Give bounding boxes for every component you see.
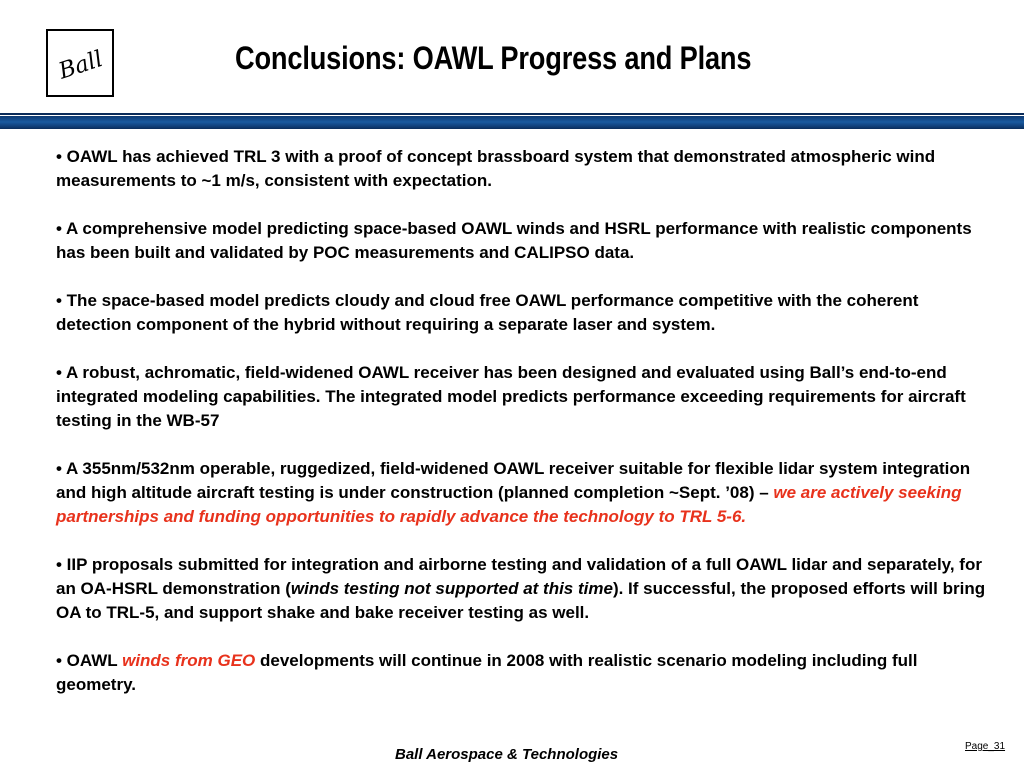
page-number: Page_31 [965,741,1006,752]
bullet-item-3 [56,289,991,337]
ball-logo [46,29,114,97]
bullet-text: OAWL has achieved TRL 3 with a proof of concept brassboard system that demonstrated atmospheric wind measurements to ~1 m/s, consistent with expectation. [56,147,936,190]
bullet-marker: • [56,459,62,478]
slide-title: Conclusions: OAWL Progress and Plans [235,40,752,76]
footer-company: Ball Aerospace & Technologies [395,746,619,763]
bullet-item-2 [56,217,991,265]
bullet-highlight: we are actively seeking partnerships and funding opportunities to rapidly advance the technology to TRL 5-6. [56,483,962,526]
bullet-list [56,145,991,721]
bullet-item-7 [56,649,991,697]
bullet-text: The space-based model predicts cloudy and cloud free OAWL performance competitive with the coherent detection component of the hybrid without requiring a separate laser and system. [56,291,919,334]
bullet-item-1 [56,145,991,193]
bullet-marker: • [56,555,62,574]
bullet-text-before: IIP proposals submitted for integration and airborne testing and validation of a full OAWL lidar and separately, for an OA-HSRL demonstration ( [56,555,982,598]
bullet-text: A comprehensive model predicting space-based OAWL winds and HSRL performance with realistic components has been built and validated by POC measurements and CALIPSO data. [56,219,972,262]
logo-text: Ball [55,46,106,85]
bullet-text: A 355nm/532nm operable, ruggedized, field-widened OAWL receiver suitable for flexible lidar system integration and high altitude aircraft testing is under construction (planned completion ~Sept. ’08) – [56,459,971,502]
bullet-highlight: winds from GEO [122,651,256,670]
bullet-text-after: ). If successful, the proposed efforts will bring OA to TRL-5, and support shake and bake receiver testing as well. [56,579,986,622]
bullet-marker: • [56,363,62,382]
bullet-item-5 [56,457,991,529]
header-divider [0,113,1024,129]
bullet-text: A robust, achromatic, field-widened OAWL receiver has been designed and evaluated using Ball’s end-to-end integrated modeling capabilities. The integrated model predicts performance exceeding requirements for aircraft testing in the WB-57 [56,363,966,430]
bullet-italic: winds testing not supported at this time [290,579,613,598]
bullet-marker: • [56,219,62,238]
bullet-item-4 [56,361,991,433]
bullet-item-6 [56,553,991,625]
bullet-text-after: developments will continue in 2008 with realistic scenario modeling including full geometry. [56,651,918,694]
bullet-marker: • [56,651,62,670]
ball-logo-icon [48,31,112,95]
bullet-text-before: OAWL [61,651,123,670]
bullet-marker: • [56,291,62,310]
bullet-marker: • [56,147,62,166]
